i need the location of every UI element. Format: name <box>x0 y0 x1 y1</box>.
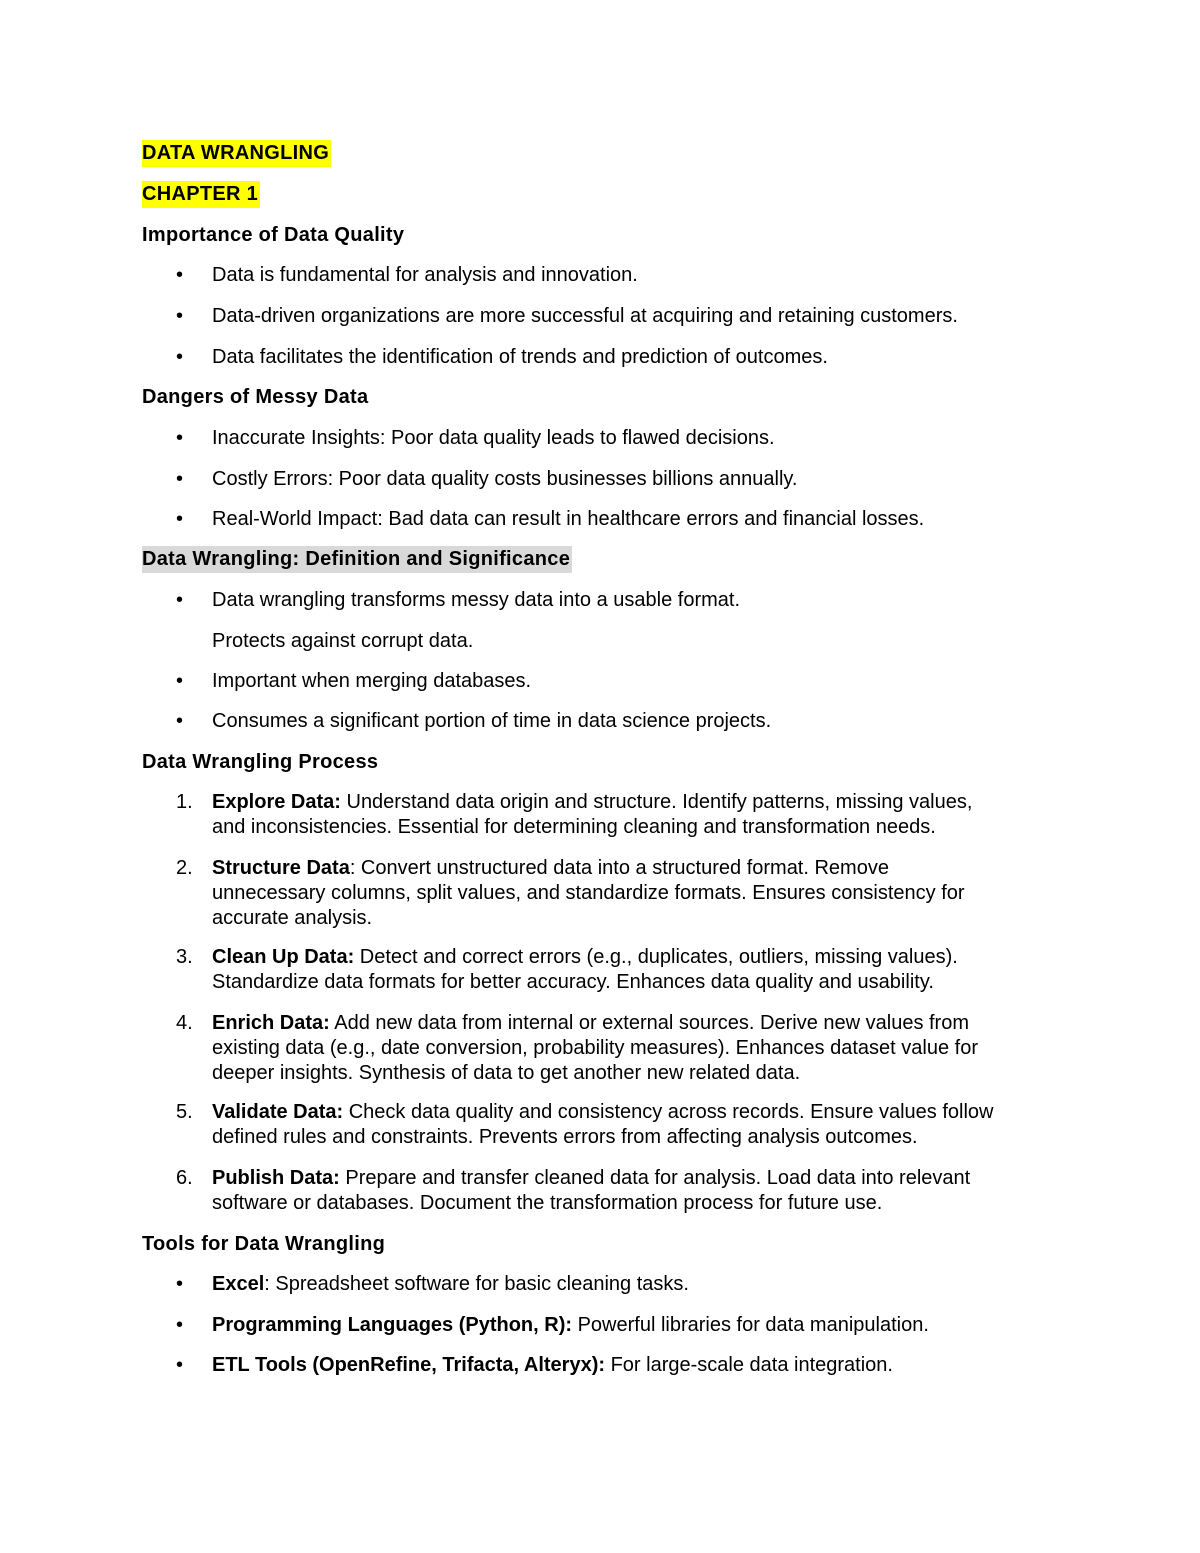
chapter-text: CHAPTER 1 <box>142 181 260 208</box>
step-text: existing data (e.g., date conversion, probability measures). Enhances dataset value for <box>212 1037 978 1059</box>
bullet-icon: • <box>176 670 184 692</box>
step-text: software or databases. Document the transformation process for future use. <box>212 1192 883 1214</box>
section-heading-importance: Importance of Data Quality <box>142 224 405 246</box>
list-item-text: Data wrangling transforms messy data into a usable format. <box>212 589 741 611</box>
bullet-icon: • <box>176 589 184 611</box>
step-number: 4. <box>176 1012 193 1034</box>
heading-text: Data Wrangling: Definition and Significance <box>142 546 572 573</box>
step-label: Clean Up Data: <box>212 946 355 968</box>
bullet-icon: • <box>176 508 184 530</box>
list-item <box>176 467 798 492</box>
section-heading-process: Data Wrangling Process <box>142 751 379 773</box>
step-number: 1. <box>176 791 193 813</box>
bullet-icon: • <box>176 264 184 286</box>
step-text: defined rules and constraints. Prevents errors from affecting analysis outcomes. <box>212 1126 918 1148</box>
step-text: accurate analysis. <box>212 907 373 929</box>
list-item-text: Inaccurate Insights: Poor data quality leads to flawed decisions. <box>212 427 775 449</box>
tool-text: For large-scale data integration. <box>605 1354 893 1376</box>
step-text: unnecessary columns, split values, and standardize formats. Ensures consistency for <box>212 882 965 904</box>
bullet-icon: • <box>176 1354 184 1376</box>
step-text: Standardize data formats for better accuracy. Enhances data quality and usability. <box>212 971 934 993</box>
list-item <box>176 304 958 329</box>
step-text: Check data quality and consistency across records. Ensure values follow <box>343 1101 994 1123</box>
step-label: Publish Data: <box>212 1167 340 1189</box>
step-text: Add new data from internal or external sources. Derive new values from <box>329 1012 970 1034</box>
process-step <box>176 1100 994 1150</box>
process-step <box>176 1166 971 1216</box>
list-item <box>176 1272 689 1297</box>
step-number: 5. <box>176 1101 193 1123</box>
chapter-heading <box>142 182 260 207</box>
tool-text: : Spreadsheet software for basic cleaning tasks. <box>264 1273 689 1295</box>
section-heading-definition <box>142 547 572 572</box>
process-step <box>176 856 965 931</box>
section-heading-tools: Tools for Data Wrangling <box>142 1233 386 1255</box>
list-item-text: Important when merging databases. <box>212 670 532 692</box>
list-item <box>176 345 828 370</box>
tool-label: ETL Tools (OpenRefine, Trifacta, Alteryx): <box>212 1354 606 1376</box>
step-label: Structure Data <box>212 857 350 879</box>
list-item <box>176 709 772 734</box>
title-text: DATA WRANGLING <box>142 140 331 167</box>
list-item <box>176 263 638 288</box>
tool-label: Excel <box>212 1273 265 1295</box>
bullet-icon: • <box>176 710 184 732</box>
list-item <box>176 669 532 694</box>
step-label: Explore Data: <box>212 791 341 813</box>
tool-text: Powerful libraries for data manipulation. <box>572 1314 929 1336</box>
step-label: Enrich Data: <box>212 1012 330 1034</box>
step-text: Understand data origin and structure. Identify patterns, missing values, <box>340 791 973 813</box>
bullet-icon: • <box>176 1273 184 1295</box>
list-item-text: Consumes a significant portion of time in data science projects. <box>212 710 772 732</box>
bullet-icon: • <box>176 305 184 327</box>
process-step <box>176 1011 978 1086</box>
process-step <box>176 945 958 995</box>
list-item <box>176 1313 929 1338</box>
step-number: 3. <box>176 946 193 968</box>
list-item-text: Data facilitates the identification of trends and prediction of outcomes. <box>212 346 828 368</box>
process-step <box>176 790 973 840</box>
step-text: : Convert unstructured data into a structured format. Remove <box>349 857 889 879</box>
tool-label: Programming Languages (Python, R): <box>212 1314 573 1336</box>
bullet-icon: • <box>176 468 184 490</box>
step-number: 2. <box>176 857 193 879</box>
list-item-text: Data-driven organizations are more successful at acquiring and retaining customers. <box>212 305 958 327</box>
step-text: Prepare and transfer cleaned data for analysis. Load data into relevant <box>339 1167 971 1189</box>
bullet-icon: • <box>176 1314 184 1336</box>
document-title <box>142 141 331 166</box>
step-text: deeper insights. Synthesis of data to get another new related data. <box>212 1062 801 1084</box>
list-item-text: Data is fundamental for analysis and innovation. <box>212 264 638 286</box>
list-item-text: Costly Errors: Poor data quality costs businesses billions annually. <box>212 468 798 490</box>
list-item <box>176 426 775 451</box>
list-item <box>176 507 925 532</box>
step-number: 6. <box>176 1167 193 1189</box>
step-text: Detect and correct errors (e.g., duplicates, outliers, missing values). <box>354 946 958 968</box>
step-text: and inconsistencies. Essential for determining cleaning and transformation needs. <box>212 816 936 838</box>
list-item <box>176 588 741 613</box>
bullet-icon: • <box>176 346 184 368</box>
list-item-text: Real-World Impact: Bad data can result in healthcare errors and financial losses. <box>212 508 925 530</box>
bullet-icon: • <box>176 427 184 449</box>
list-item-continuation: Protects against corrupt data. <box>212 630 474 652</box>
step-label: Validate Data: <box>212 1101 344 1123</box>
section-heading-dangers: Dangers of Messy Data <box>142 386 369 408</box>
list-item <box>176 1353 893 1378</box>
